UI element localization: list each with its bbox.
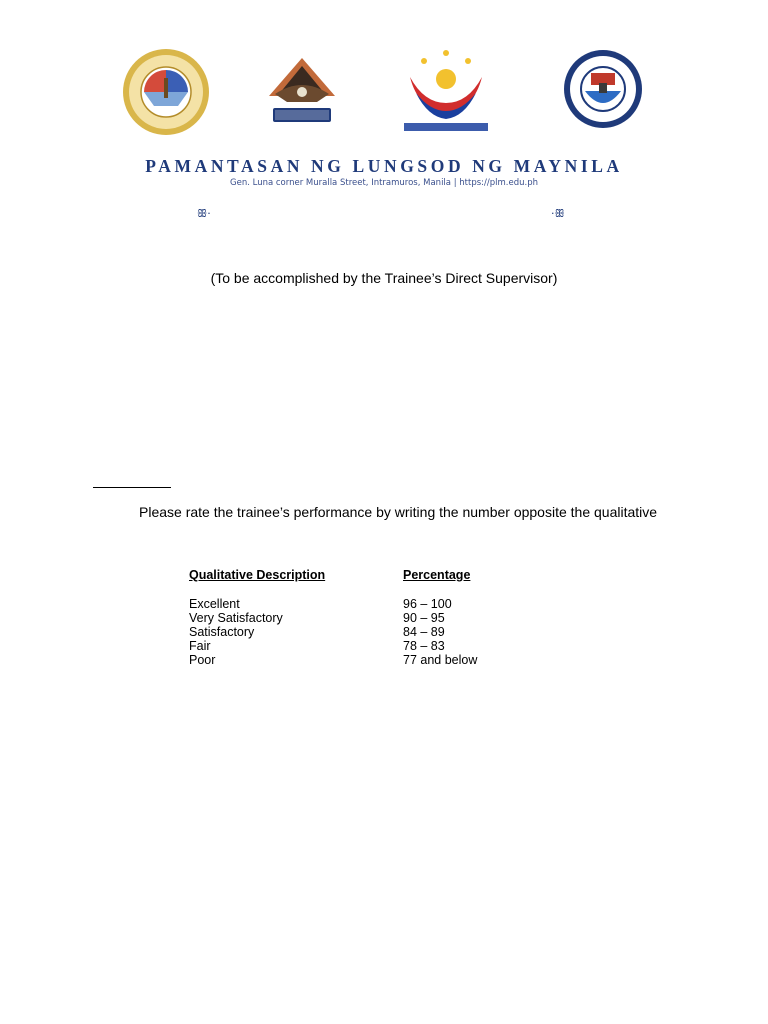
- instruction-text: Please rate the trainee’s performance by writing the number opposite the qualitative: [139, 504, 658, 520]
- rating-percentage: 96 – 100: [403, 597, 452, 611]
- rating-percentage: 84 – 89: [403, 625, 445, 639]
- rating-percentage: 90 – 95: [403, 611, 445, 625]
- rating-description: Excellent: [189, 597, 240, 611]
- blank-line: [93, 487, 171, 488]
- rating-description: Very Satisfactory: [189, 611, 283, 625]
- university-address: Gen. Luna corner Muralla Street, Intramuros, Manila | https://plm.edu.ph: [230, 178, 538, 188]
- rating-percentage: 77 and below: [403, 653, 478, 667]
- haribon-logo: [265, 56, 339, 128]
- rating-description: Fair: [189, 639, 211, 653]
- rating-row-poor: [189, 653, 509, 667]
- rating-row-very-satisfactory: [189, 611, 509, 625]
- lungsod-ng-maynila-seal: [561, 49, 645, 129]
- rating-description: Satisfactory: [189, 625, 255, 639]
- plm-seal: [120, 48, 212, 136]
- university-name: PAMANTASAN NG LUNGSOD NG MAYNILA: [145, 156, 623, 176]
- ornament-left: ꕥ·: [197, 207, 211, 220]
- description-column-header: Qualitative Description: [189, 568, 326, 582]
- rating-row-satisfactory: [189, 625, 509, 639]
- rating-percentage: 78 – 83: [403, 639, 445, 653]
- ornament-right: ·ꕥ: [551, 207, 565, 220]
- rating-row-excellent: [189, 597, 509, 611]
- supervisor-note: (To be accomplished by the Trainee’s Direct Supervisor): [210, 270, 558, 286]
- bagong-pilipinas-logo: [398, 47, 494, 133]
- rating-row-fair: [189, 639, 509, 653]
- percentage-column-header: Percentage: [403, 568, 471, 582]
- rating-description: Poor: [189, 653, 216, 667]
